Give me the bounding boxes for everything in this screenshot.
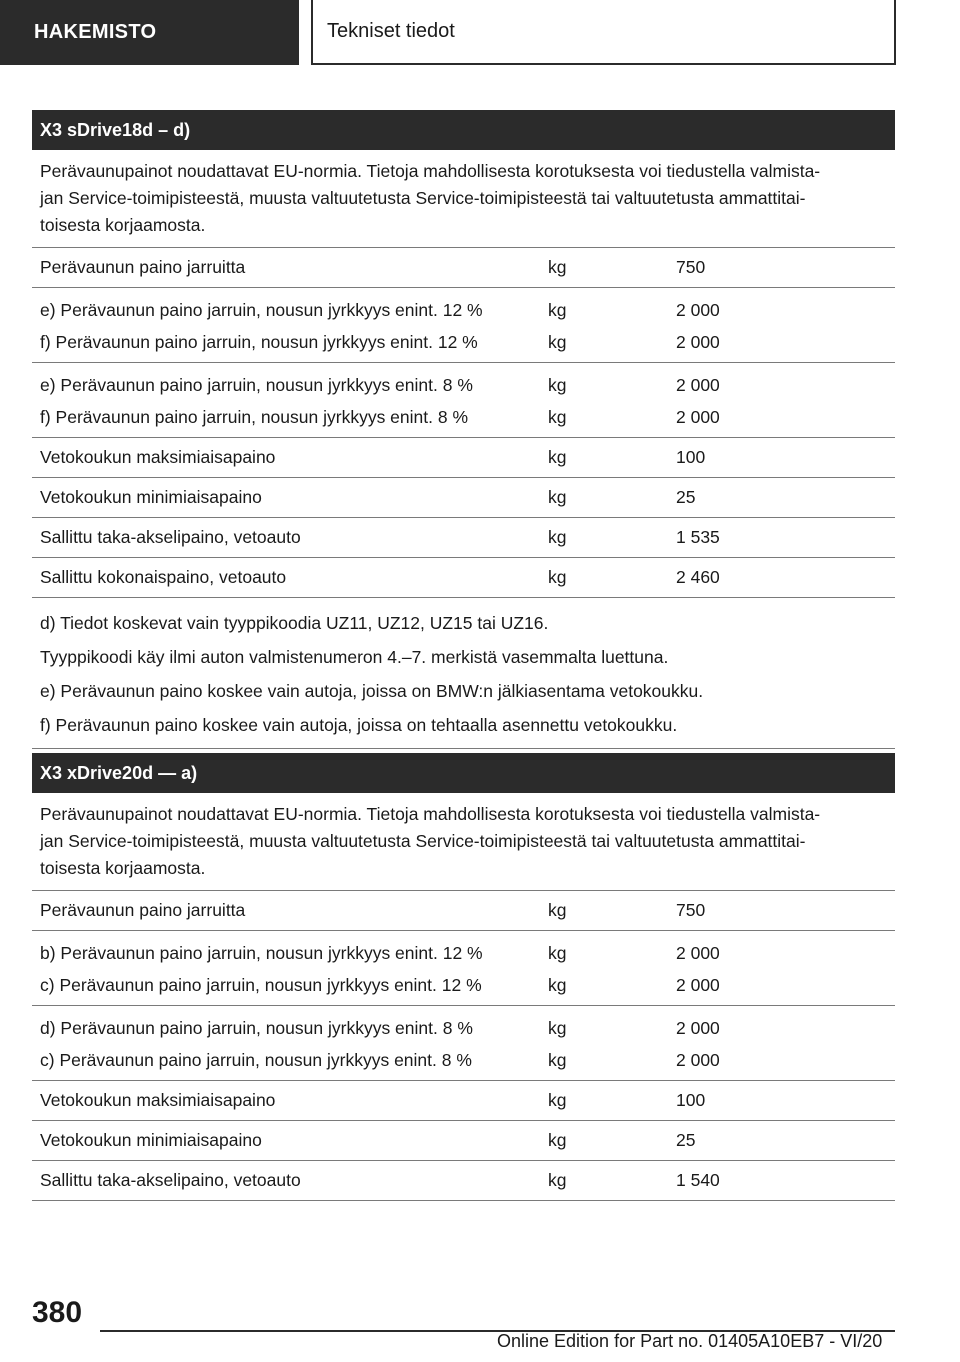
spec-label: Perävaunun paino jarruitta	[40, 257, 246, 277]
spec-line	[32, 1044, 895, 1076]
spec-value: 1 540	[676, 1170, 720, 1190]
spec-unit: kg	[548, 487, 567, 507]
intro-line: Perävaunupainot noudattavat EU-normia. Tietoja mahdollisesta korotuksesta voi tiedustella valmista-	[40, 161, 821, 181]
spec-value: 2 000	[676, 974, 720, 995]
spec-line	[32, 442, 895, 474]
spec-value: 100	[676, 447, 706, 467]
row-lines	[32, 1012, 895, 1076]
row-lines	[32, 522, 895, 554]
spec-value: 2 000	[676, 942, 720, 963]
spec-label: Vetokoukun maksimiaisapaino	[40, 447, 276, 467]
spec-line	[32, 369, 895, 401]
spec-value: 750	[676, 900, 706, 920]
spec-value: 2 000	[676, 1017, 720, 1038]
spec-value: 2 000	[676, 406, 720, 427]
table-row	[32, 1121, 895, 1161]
spec-value: 25	[676, 487, 696, 507]
table-row	[32, 891, 895, 931]
spec-unit: kg	[548, 299, 567, 320]
section-title: X3 xDrive20d — a)	[32, 753, 895, 793]
table-row	[32, 518, 895, 558]
spec-unit: kg	[548, 331, 567, 352]
spec-label: Sallittu taka-akselipaino, vetoauto	[40, 527, 301, 547]
spec-label: e) Perävaunun paino jarruin, nousun jyrkkyys enint. 12 %	[40, 299, 483, 320]
table-row	[32, 438, 895, 478]
intro-line: jan Service-toimipisteestä, muusta valtuutetusta Service-toimipisteestä tai valtuutetusta ammattitai-	[40, 188, 806, 208]
intro-line: toisesta korjaamosta.	[40, 858, 206, 878]
spec-unit: kg	[548, 374, 567, 395]
spec-unit: kg	[548, 1017, 567, 1038]
row-lines	[32, 1125, 895, 1157]
table-row	[32, 248, 895, 288]
row-lines	[32, 562, 895, 594]
spec-label: e) Perävaunun paino jarruin, nousun jyrkkyys enint. 8 %	[40, 374, 473, 395]
index-tab[interactable]: HAKEMISTO	[0, 0, 299, 65]
spec-unit: kg	[548, 567, 567, 587]
spec-unit: kg	[548, 1049, 567, 1070]
spec-section-xdrive20d	[32, 753, 895, 1201]
table-row	[32, 363, 895, 438]
spec-value: 25	[676, 1130, 696, 1150]
intro-line: Perävaunupainot noudattavat EU-normia. Tietoja mahdollisesta korotuksesta voi tiedustella valmista-	[40, 804, 821, 824]
spec-line	[32, 401, 895, 433]
section-title: X3 sDrive18d – d)	[32, 110, 895, 150]
spec-label: c) Perävaunun paino jarruin, nousun jyrkkyys enint. 8 %	[40, 1049, 472, 1070]
spec-label: Perävaunun paino jarruitta	[40, 900, 246, 920]
spec-label: b) Perävaunun paino jarruin, nousun jyrkkyys enint. 12 %	[40, 942, 483, 963]
row-lines	[32, 482, 895, 514]
section-header: Tekniset tiedot	[311, 0, 896, 65]
spec-line	[32, 1085, 895, 1117]
table-row	[32, 558, 895, 598]
table-row	[32, 1081, 895, 1121]
spec-line	[32, 1165, 895, 1197]
spec-value: 2 460	[676, 567, 720, 587]
spec-line	[32, 969, 895, 1001]
section-intro	[32, 793, 895, 891]
spec-value: 750	[676, 257, 706, 277]
page-number: 380	[32, 1296, 83, 1329]
spec-line	[32, 326, 895, 358]
row-lines	[32, 937, 895, 1001]
spec-label: Vetokoukun minimiaisapaino	[40, 1130, 262, 1150]
spec-unit: kg	[548, 1090, 567, 1110]
spec-label: f) Perävaunun paino jarruin, nousun jyrkkyys enint. 12 %	[40, 331, 478, 352]
spec-label: c) Perävaunun paino jarruin, nousun jyrkkyys enint. 12 %	[40, 974, 482, 995]
spec-line	[32, 937, 895, 969]
spec-label: f) Perävaunun paino jarruin, nousun jyrkkyys enint. 8 %	[40, 406, 469, 427]
footnotes	[32, 598, 895, 749]
spec-unit: kg	[548, 257, 567, 277]
edition-info: Online Edition for Part no. 01405A10EB7 - VI/20	[497, 1331, 883, 1351]
footnote: e) Perävaunun paino koskee vain autoja, joissa on BMW:n jälkiasentama vetokoukku.	[40, 681, 704, 701]
spec-section-sdrive18d	[32, 110, 895, 749]
spec-line	[32, 1012, 895, 1044]
footnote: d) Tiedot koskevat vain tyyppikoodia UZ11, UZ12, UZ15 tai UZ16.	[40, 613, 549, 633]
spec-unit: kg	[548, 900, 567, 920]
spec-value: 2 000	[676, 299, 720, 320]
spec-label: Vetokoukun minimiaisapaino	[40, 487, 262, 507]
spec-line	[32, 562, 895, 594]
spec-value: 2 000	[676, 374, 720, 395]
spec-value: 100	[676, 1090, 706, 1110]
section-intro	[32, 150, 895, 248]
row-lines	[32, 442, 895, 474]
spec-unit: kg	[548, 1130, 567, 1150]
row-lines	[32, 252, 895, 284]
spec-line	[32, 895, 895, 927]
spec-value: 2 000	[676, 331, 720, 352]
footnote: f) Perävaunun paino koskee vain autoja, joissa on tehtaalla asennettu vetokoukku.	[40, 715, 678, 735]
spec-unit: kg	[548, 974, 567, 995]
intro-line: jan Service-toimipisteestä, muusta valtuutetusta Service-toimipisteestä tai valtuutetusta ammattitai-	[40, 831, 806, 851]
row-lines	[32, 895, 895, 927]
spec-unit: kg	[548, 527, 567, 547]
table-row	[32, 288, 895, 363]
spec-label: Vetokoukun maksimiaisapaino	[40, 1090, 276, 1110]
table-row	[32, 1161, 895, 1201]
row-lines	[32, 1085, 895, 1117]
spec-unit: kg	[548, 1170, 567, 1190]
spec-line	[32, 482, 895, 514]
spec-value: 2 000	[676, 1049, 720, 1070]
spec-label: Sallittu taka-akselipaino, vetoauto	[40, 1170, 301, 1190]
spec-line	[32, 252, 895, 284]
footnote: Tyyppikoodi käy ilmi auton valmistenumeron 4.–7. merkistä vasemmalta luettuna.	[40, 647, 669, 667]
intro-line: toisesta korjaamosta.	[40, 215, 206, 235]
spec-unit: kg	[548, 447, 567, 467]
table-row	[32, 1006, 895, 1081]
spec-unit: kg	[548, 406, 567, 427]
spec-label: Sallittu kokonaispaino, vetoauto	[40, 567, 287, 587]
spec-line	[32, 1125, 895, 1157]
spec-label: d) Perävaunun paino jarruin, nousun jyrkkyys enint. 8 %	[40, 1017, 473, 1038]
spec-value: 1 535	[676, 527, 720, 547]
row-lines	[32, 369, 895, 433]
row-lines	[32, 294, 895, 358]
table-row	[32, 931, 895, 1006]
spec-unit: kg	[548, 942, 567, 963]
spec-line	[32, 522, 895, 554]
table-row	[32, 478, 895, 518]
row-lines	[32, 1165, 895, 1197]
spec-line	[32, 294, 895, 326]
